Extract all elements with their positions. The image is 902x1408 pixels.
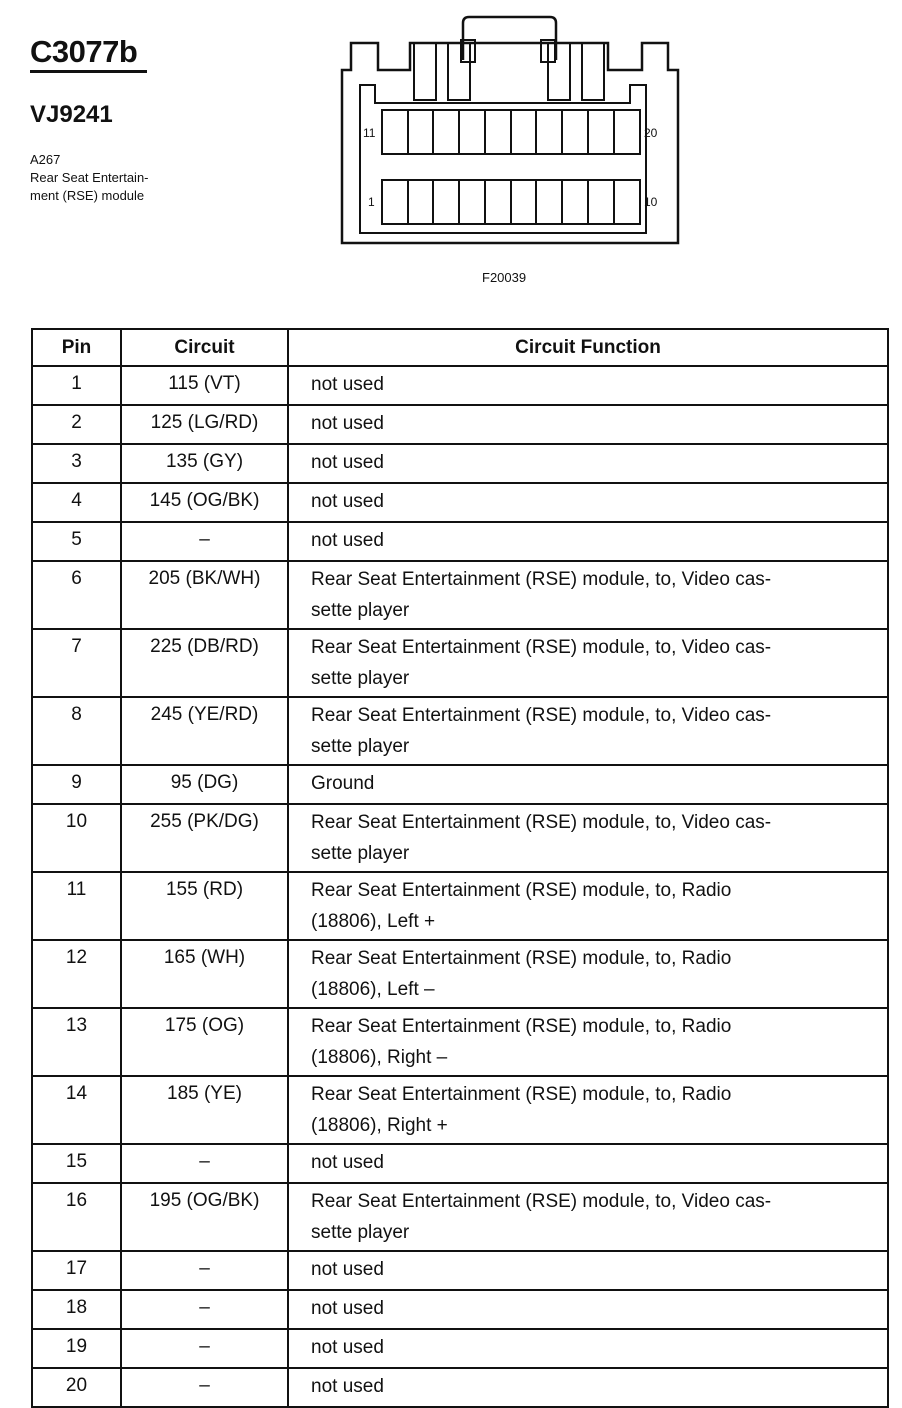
function-line-2: sette player xyxy=(311,668,410,689)
function-line-1: Rear Seat Entertainment (RSE) module, to, Video cas- xyxy=(311,637,772,658)
pin-label-11: 11 xyxy=(363,126,376,140)
function-cell xyxy=(288,697,888,765)
function-line-2: (18806), Left + xyxy=(311,911,436,932)
table-row xyxy=(32,366,888,405)
pin-cell: 12 xyxy=(32,940,121,1008)
function-line-2: sette player xyxy=(311,1222,410,1243)
component-description xyxy=(30,151,230,205)
circuit-cell: 255 (PK/DG) xyxy=(121,804,288,872)
function-line-2: (18806), Left – xyxy=(311,979,435,1000)
table-row xyxy=(32,872,888,940)
pin-label-1: 1 xyxy=(368,195,375,209)
function-line-2: sette player xyxy=(311,843,410,864)
pin-row-top xyxy=(382,110,640,154)
locking-latch xyxy=(463,17,556,60)
top-key-3 xyxy=(548,43,570,100)
table-row xyxy=(32,483,888,522)
pin-cell: 4 xyxy=(32,483,121,522)
pin-cell: 5 xyxy=(32,522,121,561)
pin-label-10: 10 xyxy=(644,195,658,209)
function-cell: not used xyxy=(288,483,888,522)
circuit-cell: 175 (OG) xyxy=(121,1008,288,1076)
pin-table xyxy=(31,328,889,1408)
function-cell: not used xyxy=(288,444,888,483)
pin-cell: 20 xyxy=(32,1368,121,1407)
circuit-cell: – xyxy=(121,522,288,561)
function-line-1: Rear Seat Entertainment (RSE) module, to, Video cas- xyxy=(311,705,772,726)
function-cell xyxy=(288,561,888,629)
circuit-cell: 95 (DG) xyxy=(121,765,288,804)
function-line-1: Rear Seat Entertainment (RSE) module, to, Radio xyxy=(311,948,732,969)
circuit-cell: 145 (OG/BK) xyxy=(121,483,288,522)
pin-row-bottom xyxy=(382,180,640,224)
circuit-cell: – xyxy=(121,1251,288,1290)
table-row xyxy=(32,1329,888,1368)
table-row xyxy=(32,1251,888,1290)
header-pin: Pin xyxy=(32,329,121,366)
function-cell: not used xyxy=(288,1329,888,1368)
pin-cell: 7 xyxy=(32,629,121,697)
figure-code: F20039 xyxy=(482,270,527,285)
function-cell: not used xyxy=(288,366,888,405)
function-cell: not used xyxy=(288,405,888,444)
function-cell: Ground xyxy=(288,765,888,804)
table-header-row xyxy=(32,329,888,366)
function-line-1: Rear Seat Entertainment (RSE) module, to, Radio xyxy=(311,1016,732,1037)
pin-cell: 10 xyxy=(32,804,121,872)
circuit-cell: – xyxy=(121,1329,288,1368)
pin-cell: 15 xyxy=(32,1144,121,1183)
component-name-line1: Rear Seat Entertain- xyxy=(30,170,149,185)
function-cell xyxy=(288,1076,888,1144)
function-line-1: Rear Seat Entertainment (RSE) module, to, Radio xyxy=(311,880,732,901)
header-circuit: Circuit xyxy=(121,329,288,366)
table-row xyxy=(32,1183,888,1251)
pin-cell: 1 xyxy=(32,366,121,405)
circuit-cell: 195 (OG/BK) xyxy=(121,1183,288,1251)
table-row xyxy=(32,697,888,765)
circuit-cell: – xyxy=(121,1368,288,1407)
circuit-cell: 125 (LG/RD) xyxy=(121,405,288,444)
function-cell xyxy=(288,872,888,940)
connector-inner-frame xyxy=(360,85,646,233)
pin-cell: 19 xyxy=(32,1329,121,1368)
pin-label-20: 20 xyxy=(644,126,658,140)
circuit-cell: 225 (DB/RD) xyxy=(121,629,288,697)
connector-id-underline xyxy=(30,70,147,73)
top-key-1 xyxy=(414,43,436,100)
circuit-cell: 205 (BK/WH) xyxy=(121,561,288,629)
function-line-2: (18806), Right – xyxy=(311,1047,448,1068)
function-line-1: Rear Seat Entertainment (RSE) module, to, Radio xyxy=(311,1084,732,1105)
table-row xyxy=(32,522,888,561)
component-code: A267 xyxy=(30,152,61,167)
function-cell: not used xyxy=(288,1251,888,1290)
circuit-cell: 245 (YE/RD) xyxy=(121,697,288,765)
table-row xyxy=(32,1076,888,1144)
connector-face-diagram xyxy=(330,15,690,255)
function-cell xyxy=(288,629,888,697)
component-name-line2: ment (RSE) module xyxy=(30,188,145,203)
circuit-cell: 155 (RD) xyxy=(121,872,288,940)
function-line-1: Rear Seat Entertainment (RSE) module, to, Video cas- xyxy=(311,1191,772,1212)
connector-id: C3077b xyxy=(30,34,138,69)
top-key-2 xyxy=(448,43,470,100)
table-row xyxy=(32,444,888,483)
part-number: VJ9241 xyxy=(30,101,113,128)
function-line-2: sette player xyxy=(311,600,410,621)
circuit-cell: 165 (WH) xyxy=(121,940,288,1008)
table-row xyxy=(32,1144,888,1183)
table-row xyxy=(32,1290,888,1329)
header-circuit-function: Circuit Function xyxy=(288,329,888,366)
pin-cell: 14 xyxy=(32,1076,121,1144)
table-row xyxy=(32,561,888,629)
pin-cell: 8 xyxy=(32,697,121,765)
top-key-4 xyxy=(582,43,604,100)
pin-cell: 2 xyxy=(32,405,121,444)
pin-cell: 3 xyxy=(32,444,121,483)
circuit-cell: – xyxy=(121,1144,288,1183)
function-cell xyxy=(288,1008,888,1076)
table-row xyxy=(32,405,888,444)
function-cell: not used xyxy=(288,1290,888,1329)
circuit-cell: 185 (YE) xyxy=(121,1076,288,1144)
circuit-cell: 115 (VT) xyxy=(121,366,288,405)
function-cell: not used xyxy=(288,522,888,561)
pin-cell: 16 xyxy=(32,1183,121,1251)
function-line-2: sette player xyxy=(311,736,410,757)
table-row xyxy=(32,765,888,804)
pin-cell: 11 xyxy=(32,872,121,940)
table-row xyxy=(32,1008,888,1076)
function-line-2: (18806), Right + xyxy=(311,1115,448,1136)
function-cell xyxy=(288,1183,888,1251)
function-line-1: Rear Seat Entertainment (RSE) module, to, Video cas- xyxy=(311,569,772,590)
circuit-cell: – xyxy=(121,1290,288,1329)
function-cell xyxy=(288,804,888,872)
table-row xyxy=(32,804,888,872)
pin-cell: 9 xyxy=(32,765,121,804)
table-row xyxy=(32,629,888,697)
function-line-1: Rear Seat Entertainment (RSE) module, to, Video cas- xyxy=(311,812,772,833)
function-cell: not used xyxy=(288,1368,888,1407)
table-row xyxy=(32,940,888,1008)
pin-cell: 6 xyxy=(32,561,121,629)
function-cell: not used xyxy=(288,1144,888,1183)
pin-cell: 13 xyxy=(32,1008,121,1076)
circuit-cell: 135 (GY) xyxy=(121,444,288,483)
pin-cell: 17 xyxy=(32,1251,121,1290)
function-cell xyxy=(288,940,888,1008)
table-row xyxy=(32,1368,888,1407)
pin-cell: 18 xyxy=(32,1290,121,1329)
